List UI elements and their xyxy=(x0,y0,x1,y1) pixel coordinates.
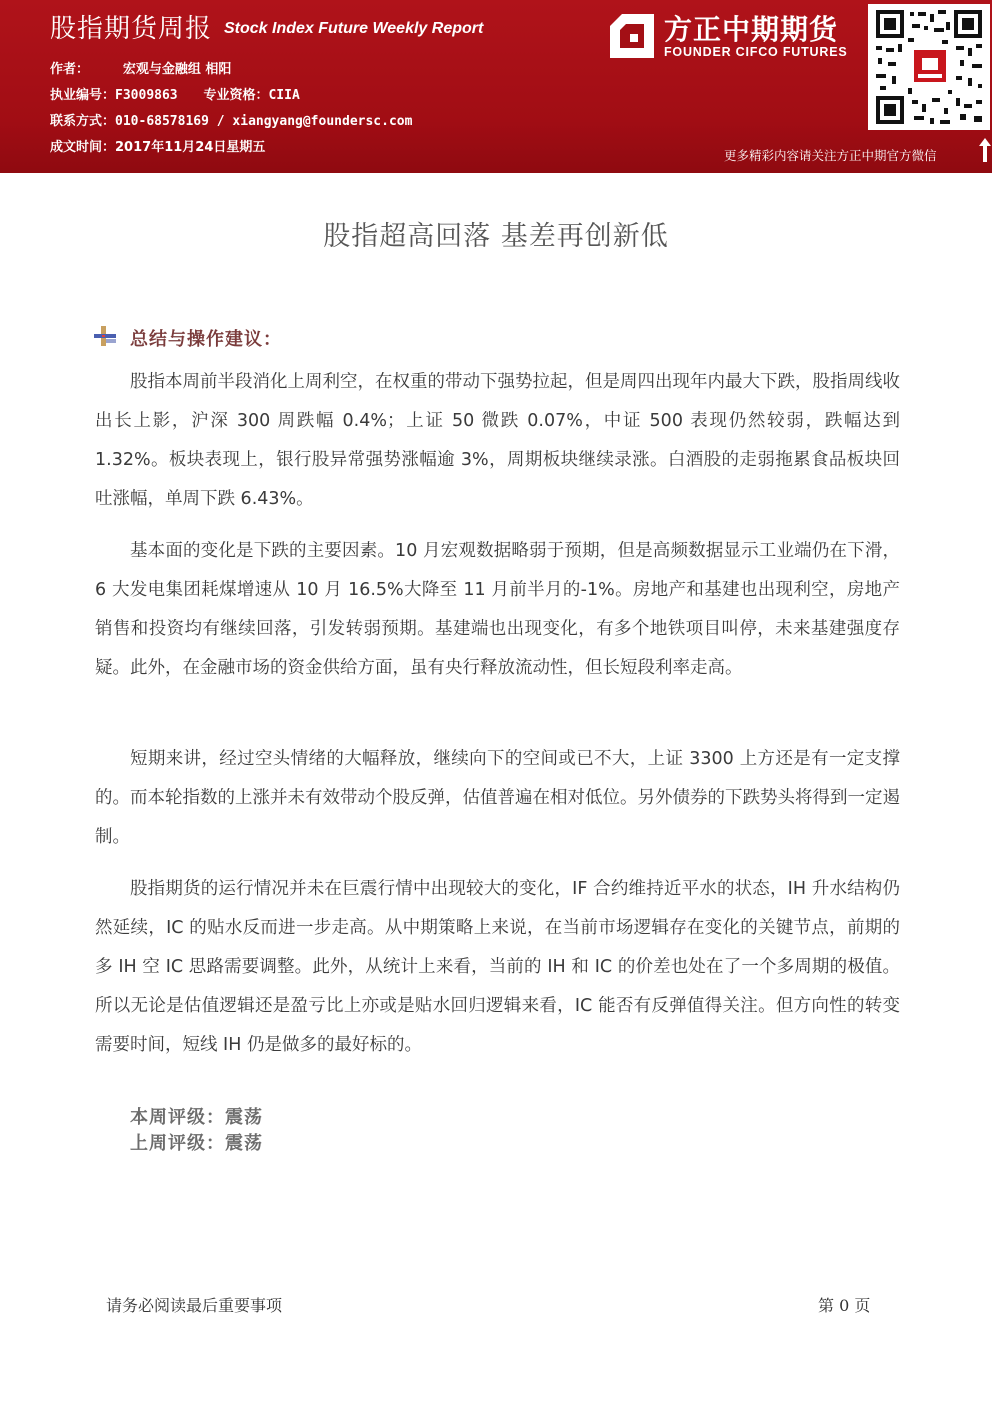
license-line xyxy=(50,84,300,103)
license-label: 执业编号： xyxy=(50,88,116,103)
report-type-title: 股指期货周报 xyxy=(50,14,213,44)
document-title: 股指超高回落 基差再创新低 xyxy=(323,221,669,252)
qualification-value: CIIA xyxy=(268,88,300,103)
arrow-up-icon xyxy=(979,138,991,162)
section-heading: 总结与操作建议： xyxy=(130,329,282,350)
report-type-subtitle: Stock Index Future Weekly Report xyxy=(224,20,484,37)
paragraph-4: 股指期货的运行情况并未在巨震行情中出现较大的变化，IF 合约维持近平水的状态，IH 升水结构仍然延续，IC 的贴水反而进一步走高。从中期策略上来说，在当前市场逻辑存在变化的关键节点，前期的多 IH 空 IC 思路需要调整。此外，从统计上来看，当前的 IH 和 IC 的价差也处在了一个多周期的极值。所以无论是估值逻辑还是盈亏比上亦或是贴水回归逻辑来看，IC 能否有反弹值得关注。但方向性的转变需要时间，短线 IH 仍是做多的最好标的。 xyxy=(95,879,900,1055)
logo-mark-icon xyxy=(608,12,656,60)
logo-english-name: FOUNDER CIFCO FUTURES xyxy=(664,45,848,59)
paragraph-1: 股指本周前半段消化上周利空，在权重的带动下强势拉起，但是周四出现年内最大下跌，股指周线收出长上影，沪深 300 周跌幅 0.4%；上证 50 微跌 0.07%，中证 500 表现仍然较弱，跌幅达到 1.32%。板块表现上，银行股异常强势涨幅逾 3%，周期板块继续录涨。白酒股的走弱拖累食品板块回吐涨幅，单周下跌 6.43%。 xyxy=(95,372,900,509)
paragraph-3: 短期来讲，经过空头情绪的大幅释放，继续向下的空间或已不大，上证 3300 上方还是有一定支撑的。而本轮指数的上涨并未有效带动个股反弹，估值普遍在相对低位。另外债券的下跌势头将得到一定遏制。 xyxy=(95,749,900,847)
footer-notice: 请务必阅读最后重要事项 xyxy=(106,1296,283,1315)
date-label: 成文时间： xyxy=(50,140,116,155)
wechat-follow-note: 更多精彩内容请关注方正中期官方微信 xyxy=(724,148,937,163)
license-value: F3009863 xyxy=(115,88,178,103)
contact-value: 010-68578169 / xiangyang@foundersc.com xyxy=(115,114,413,129)
qr-code-icon[interactable] xyxy=(868,4,990,130)
section-bullet-icon xyxy=(94,326,116,346)
report-header xyxy=(0,0,992,173)
date-line xyxy=(50,136,265,155)
page-number: 第 0 页 xyxy=(818,1296,871,1315)
paragraph-2: 基本面的变化是下跌的主要因素。10 月宏观数据略弱于预期，但是高频数据显示工业端仍在下滑，6 大发电集团耗煤增速从 10 月 16.5%大降至 11 月前半月的-1%。房地产和基建也出现利空，房地产销售和投资均有继续回落，引发转弱预期。基建端也出现变化，有多个地铁项目叫停，未来基建强度存疑。此外，在金融市场的资金供给方面，虽有央行释放流动性，但长短段利率走高。 xyxy=(95,541,900,678)
contact-line xyxy=(50,110,412,129)
rating-last-week: 上周评级：震荡 xyxy=(130,1133,263,1154)
contact-label: 联系方式： xyxy=(50,114,116,129)
author-label: 作者： xyxy=(50,62,90,77)
logo-chinese-name: 方正中期期货 xyxy=(664,13,839,46)
rating-this-week: 本周评级：震荡 xyxy=(130,1107,263,1128)
company-logo xyxy=(608,12,862,68)
qualification-label: 专业资格： xyxy=(203,88,269,103)
author-line xyxy=(50,58,231,77)
author-value: 宏观与金融组 相阳 xyxy=(122,62,232,77)
date-value: 2017年11月24日星期五 xyxy=(115,140,266,155)
